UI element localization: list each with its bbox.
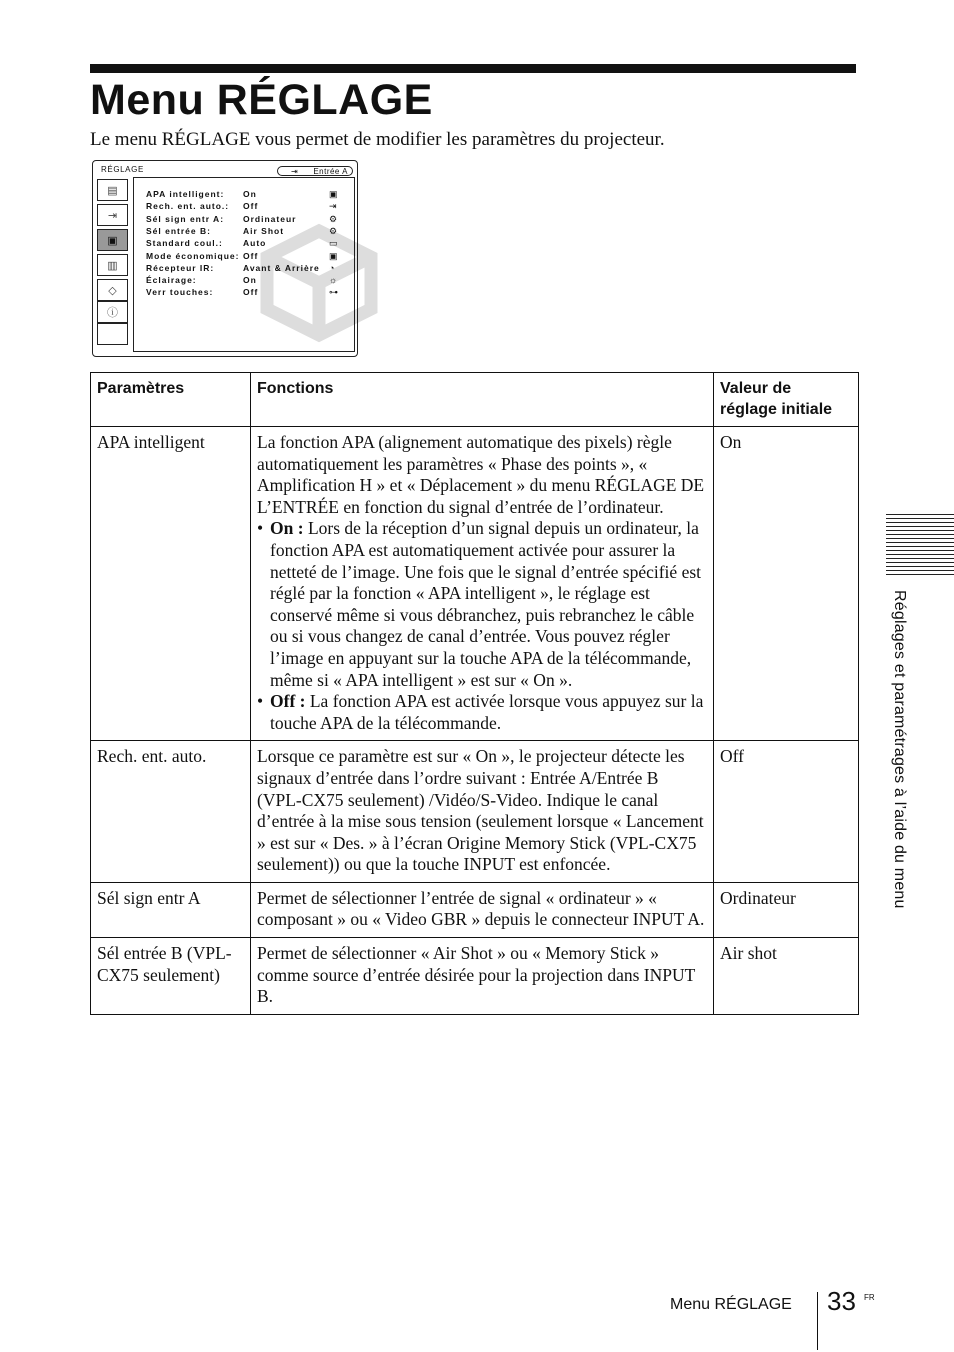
- chapter-side-label: Réglages et paramétrages à l’aide du menu: [891, 590, 908, 909]
- menu-tab-icon: ▥: [97, 254, 128, 276]
- ir-receiver-icon: ◔: [329, 262, 336, 273]
- page-number: 33: [827, 1286, 856, 1316]
- page-language-code: FR: [864, 1293, 875, 1302]
- option-item: [257, 518, 707, 691]
- footer-divider: [817, 1292, 818, 1350]
- input-icon: ⇥: [291, 167, 299, 176]
- auto-input-icon: ⇥: [329, 201, 338, 212]
- power-saving-icon: ▣: [329, 250, 339, 261]
- osd-menu-illustration: [92, 160, 358, 357]
- chapter-tab-stripes: [886, 514, 954, 578]
- osd-input-indicator: [277, 166, 353, 176]
- osd-row-label: Rech. ent. auto.:: [146, 201, 230, 212]
- osd-row: [146, 201, 346, 213]
- setting-tab-icon: ▣: [97, 229, 128, 251]
- header-fonctions: Fonctions: [251, 373, 714, 427]
- signal-a-icon: ⚙: [329, 213, 339, 224]
- osd-row-label: APA intelligent:: [146, 189, 225, 199]
- header-valeur: Valeur de réglage initiale: [714, 373, 859, 427]
- osd-row-label: Sél sign entr A:: [146, 213, 225, 224]
- function-text: La fonction APA (alignement automatique des pixels) règle automatiquement les paramètres « Phase des points », « Amplification H » et « Déplacement » du menu RÉGLAGE DE L’ENTRÉE en fonction du signal d’entrée de l’ordinateur.: [257, 432, 705, 517]
- intro-text: Le menu RÉGLAGE vous permet de modifier les paramètres du projecteur.: [90, 129, 665, 150]
- function-cell: Lorsque ce paramètre est sur « On », le projecteur détecte les signaux d’entrée dans l’ordre suivant : Entrée A/Entrée B (VPL-CX75 seulement) /Vidéo/S-Video. Indique le canal d’entrée à la mise sous tension (seulement lorsque « Lancement » est sur « Des. » à l’écran Origine Memory Stick (VPL-CX75 seulement)) ou que la touche INPUT est enfoncée.: [251, 741, 714, 883]
- osd-row-value: On: [243, 275, 257, 286]
- param-cell: Sél entrée B (VPL-CX75 seulement): [91, 938, 251, 1015]
- osd-row-value: On: [243, 189, 257, 199]
- table-row: [91, 427, 859, 741]
- page-title: Menu RÉGLAGE: [90, 76, 433, 124]
- osd-row: [146, 275, 346, 287]
- function-cell: Permet de sélectionner l’entrée de signal « ordinateur » « composant » ou « Video GBR » depuis le connecteur INPUT A.: [251, 882, 714, 937]
- osd-row-label: Récepteur IR:: [146, 262, 215, 273]
- illumination-icon: ☼: [329, 275, 339, 286]
- osd-row: [146, 238, 346, 250]
- param-cell: Sél sign entr A: [91, 882, 251, 937]
- osd-input-label: Entrée A: [313, 167, 348, 176]
- osd-row-value: Off: [243, 287, 259, 298]
- value-cell: Off: [714, 741, 859, 883]
- table-header-row: [91, 373, 859, 427]
- option-text: Lors de la réception d’un signal depuis un ordinateur, la fonction APA est automatiquement activée pour assurer la netteté de l’image. Une fois que le signal d’entrée spécifié est réglé par la fonction « APA intelligent », le réglage est conservé même si vous débranchez, puis rebranchez le câble ou si vous changez de canal d’entrée. Vous pouvez régler l’image en appuyant sur la touche APA de la télécommande, même si « APA intelligent » est sur « On ».: [270, 518, 702, 690]
- input-b-icon: ⚙: [329, 225, 339, 236]
- osd-row-label: Verr touches:: [146, 287, 214, 298]
- osd-row-value: Ordinateur: [243, 213, 297, 224]
- function-cell: [251, 427, 714, 741]
- picture-tab-icon: ▤: [97, 179, 128, 201]
- param-cell: Rech. ent. auto.: [91, 741, 251, 883]
- osd-row: [146, 189, 346, 201]
- info-tab-icon: ⓘ: [97, 301, 128, 323]
- osd-row: [146, 226, 346, 238]
- param-cell: APA intelligent: [91, 427, 251, 741]
- osd-row-label: Sél entrée B:: [146, 225, 211, 236]
- table-row: [91, 938, 859, 1015]
- value-cell: On: [714, 427, 859, 741]
- table-row: [91, 741, 859, 883]
- title-rule: [90, 64, 856, 73]
- option-key: On :: [270, 518, 304, 539]
- osd-row-label: Éclairage:: [146, 275, 197, 286]
- value-cell: Air shot: [714, 938, 859, 1015]
- osd-row: [146, 214, 346, 226]
- empty-tab: [97, 323, 128, 345]
- install-tab-icon: ◇: [97, 279, 128, 301]
- function-cell: Permet de sélectionner « Air Shot » ou « Memory Stick » comme source d’entrée désirée pour la projection dans INPUT B.: [251, 938, 714, 1015]
- osd-row-value: Off: [243, 250, 259, 261]
- osd-row-label: Mode économique:: [146, 250, 240, 261]
- key-lock-icon: ⊶: [329, 287, 339, 298]
- osd-row-value: Auto: [243, 238, 267, 249]
- option-text: La fonction APA est activée lorsque vous appuyez sur la touche APA de la télécommande.: [270, 691, 704, 733]
- option-key: Off :: [270, 691, 306, 712]
- value-cell: Ordinateur: [714, 882, 859, 937]
- input-tab-icon: ⇥: [97, 204, 128, 226]
- osd-row: [146, 263, 346, 275]
- osd-row-value: Avant & Arrière: [243, 262, 320, 273]
- osd-row-value: Air Shot: [243, 225, 285, 236]
- apa-icon: ▣: [329, 189, 339, 199]
- footer-section-name: Menu RÉGLAGE: [670, 1296, 792, 1313]
- osd-row-value: Off: [243, 201, 259, 212]
- osd-row: [146, 287, 346, 299]
- osd-row: [146, 251, 346, 263]
- option-list: [257, 518, 707, 734]
- color-system-icon: ▭: [329, 238, 339, 249]
- osd-title: RÉGLAGE: [101, 165, 144, 174]
- table-row: [91, 882, 859, 937]
- header-parametres: Paramètres: [91, 373, 251, 427]
- option-item: [257, 691, 707, 734]
- osd-row-label: Standard coul.:: [146, 238, 223, 249]
- parameters-table: [90, 372, 859, 1015]
